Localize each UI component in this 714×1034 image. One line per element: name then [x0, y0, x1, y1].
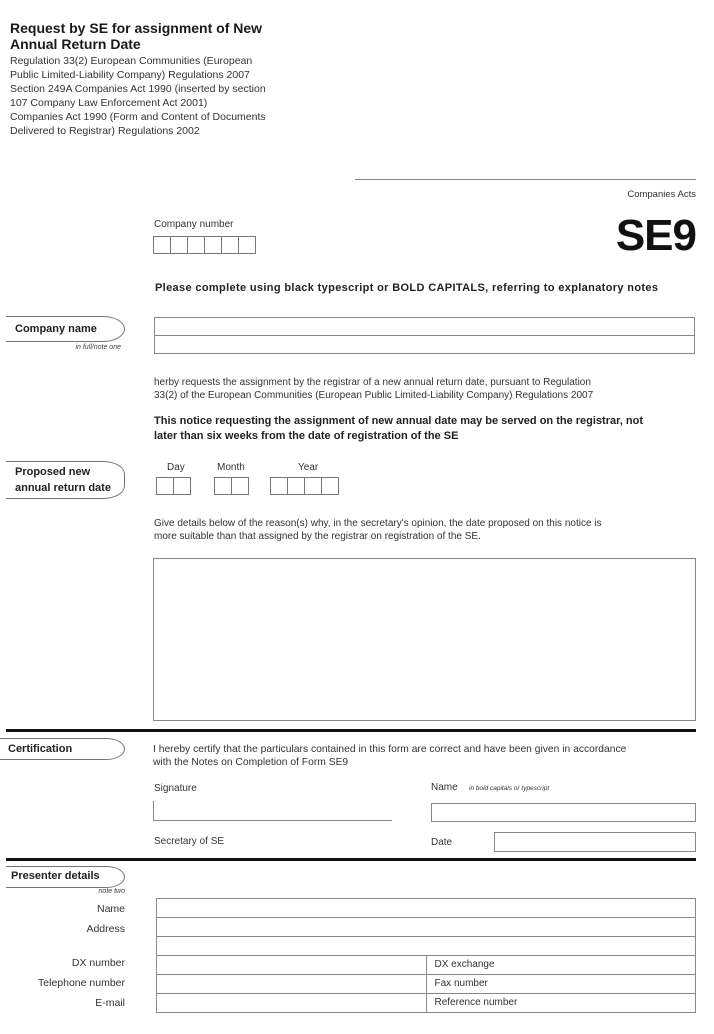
- digit-box[interactable]: [204, 236, 222, 254]
- section-divider: [6, 858, 696, 861]
- proposed-date-tag: [6, 461, 125, 499]
- presenter-note: note two: [98, 888, 125, 895]
- digit-box[interactable]: [170, 236, 188, 254]
- certification-tag: Certification: [0, 738, 125, 760]
- signature-label: Signature: [154, 783, 197, 794]
- presenter-name-field[interactable]: [157, 899, 695, 917]
- completion-instructions: Please complete using black typescript or BOLD CAPITALS, referring to explanatory notes: [155, 282, 659, 294]
- digit-box[interactable]: [153, 236, 171, 254]
- request-text-line2: 33(2) of the European Communities (European Public Limited-Liability Company) Regulations 2007: [154, 390, 594, 401]
- presenter-details-tag: Presenter details: [6, 866, 125, 888]
- signature-field[interactable]: [153, 801, 392, 821]
- month-label: Month: [217, 462, 245, 473]
- legislation-line: Companies Act 1990 (Form and Content of Documents: [10, 111, 266, 123]
- presenter-address-field-line1[interactable]: [157, 918, 695, 936]
- presenter-address-row2[interactable]: [157, 937, 695, 956]
- request-text-line1: herby requests the assignment by the registrar of a new annual return date, pursuant to Regulation: [154, 377, 591, 388]
- dx-exchange-field[interactable]: [426, 956, 696, 974]
- form-title: [10, 20, 262, 52]
- email-row: [157, 994, 695, 1013]
- legislation-line: Delivered to Registrar) Regulations 2002: [10, 125, 200, 137]
- presenter-name-row[interactable]: [157, 899, 695, 918]
- secretary-label: Secretary of SE: [154, 836, 225, 847]
- form-title-line1: Request by SE for assignment of New: [10, 20, 263, 36]
- email-label: E-mail: [95, 997, 125, 1009]
- company-name-field-line1[interactable]: [154, 317, 695, 336]
- dx-number-field[interactable]: [157, 956, 426, 974]
- form-title-line2: Annual Return Date: [10, 36, 141, 52]
- digit-box[interactable]: [173, 477, 191, 495]
- digit-box[interactable]: [214, 477, 232, 495]
- presenter-name-label: Name: [96, 903, 125, 915]
- legislation-line: Section 249A Companies Act 1990 (inserted by section: [10, 83, 266, 95]
- certifier-name-field[interactable]: [431, 803, 696, 822]
- request-text: [154, 376, 699, 402]
- form-code: SE9: [615, 211, 696, 260]
- company-number-label: Company number: [154, 219, 234, 230]
- reference-field[interactable]: [426, 994, 696, 1012]
- day-input[interactable]: [156, 477, 191, 495]
- digit-box[interactable]: [231, 477, 249, 495]
- name-note: in bold capitals or typescript: [469, 785, 550, 792]
- certification-date-field[interactable]: [494, 832, 696, 852]
- legislation-line: Public Limited-Liability Company) Regulations 2007: [10, 69, 250, 81]
- acts-label: Companies Acts: [627, 189, 696, 200]
- reasons-textarea[interactable]: [153, 558, 696, 721]
- dx-exchange-label: DX exchange: [434, 959, 495, 970]
- company-number-input[interactable]: [153, 236, 256, 254]
- year-label: Year: [298, 462, 319, 473]
- digit-box[interactable]: [187, 236, 205, 254]
- reference-label: Reference number: [434, 997, 518, 1008]
- telephone-row: [157, 975, 695, 994]
- reasons-line2: more suitable than that assigned by the registrar on registration of the SE.: [154, 531, 481, 542]
- presenter-address-row1[interactable]: [157, 918, 695, 937]
- reasons-line1: Give details below of the reason(s) why, in the secretary's opinion, the date proposed on this notice is: [154, 518, 602, 529]
- digit-box[interactable]: [221, 236, 239, 254]
- digit-box[interactable]: [304, 477, 322, 495]
- section-divider: [6, 729, 696, 732]
- date-label: Date: [431, 837, 453, 848]
- telephone-label: Telephone number: [38, 977, 125, 989]
- certification-text-line1: I hereby certify that the particulars contained in this form are correct and have been given in accordance: [153, 744, 627, 755]
- legislation-line: 107 Company Law Enforcement Act 2001): [10, 97, 208, 109]
- digit-box[interactable]: [270, 477, 288, 495]
- certification-text-line2: with the Notes on Completion of Form SE9: [153, 757, 349, 768]
- presenter-address-label: Address: [86, 923, 125, 935]
- notice-text-line1: This notice requesting the assignment of new annual date may be served on the registrar, not: [154, 415, 643, 427]
- presenter-address-field-line2[interactable]: [157, 937, 695, 955]
- digit-box[interactable]: [156, 477, 174, 495]
- company-name-tag: Company name: [6, 316, 125, 342]
- legislation-references: [10, 54, 266, 138]
- certification-text: [153, 743, 701, 769]
- dx-number-label: DX number: [71, 957, 125, 969]
- digit-box[interactable]: [238, 236, 256, 254]
- dx-row: [157, 956, 695, 975]
- fax-label: Fax number: [434, 978, 488, 989]
- telephone-field[interactable]: [157, 975, 426, 993]
- reasons-instructions: [154, 517, 699, 543]
- day-label: Day: [167, 462, 185, 473]
- name-label: Name: [431, 782, 458, 793]
- month-input[interactable]: [214, 477, 249, 495]
- year-input[interactable]: [270, 477, 339, 495]
- presenter-details-table: [156, 898, 696, 1013]
- company-name-note: in full/note one: [75, 344, 121, 351]
- legislation-line: Regulation 33(2) European Communities (European: [10, 55, 253, 67]
- company-name-field-line2[interactable]: [154, 335, 695, 354]
- fax-field[interactable]: [426, 975, 696, 993]
- proposed-date-tag-line1: Proposed new: [15, 466, 91, 478]
- header-divider: [355, 179, 696, 180]
- notice-text-line2: later than six weeks from the date of registration of the SE: [154, 430, 459, 442]
- digit-box[interactable]: [321, 477, 339, 495]
- digit-box[interactable]: [287, 477, 305, 495]
- email-field[interactable]: [157, 994, 426, 1012]
- notice-text: [154, 414, 699, 444]
- proposed-date-tag-line2: annual return date: [15, 482, 111, 494]
